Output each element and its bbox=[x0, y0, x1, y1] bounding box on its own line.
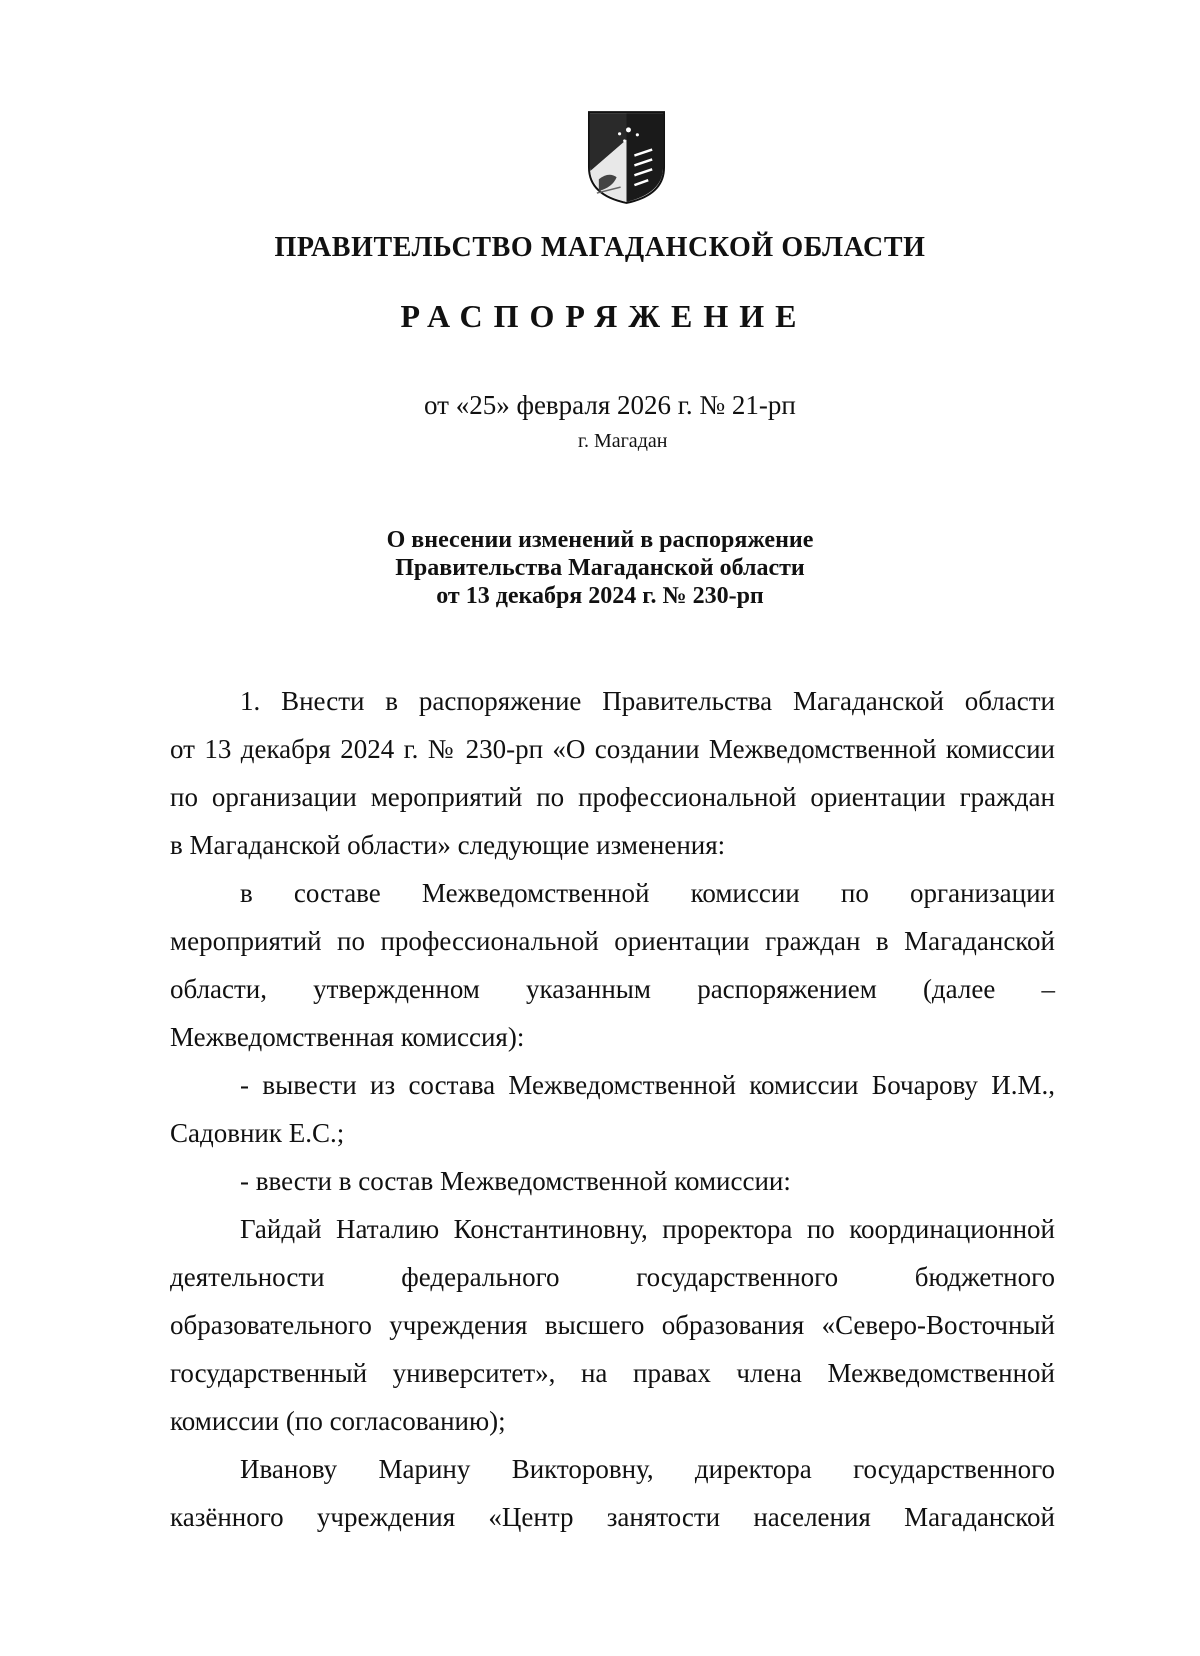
document-body bbox=[170, 677, 1055, 1541]
body-line: по организации мероприятий по профессиональной ориентации граждан bbox=[170, 782, 1055, 812]
body-line: Иванову Марину Викторовну, директора государственного bbox=[240, 1454, 1055, 1484]
body-line: мероприятий по профессиональной ориентации граждан в Магаданской bbox=[170, 926, 1055, 956]
document-type: РАСПОРЯЖЕНИЕ bbox=[400, 298, 808, 334]
document-subject bbox=[0, 526, 1200, 610]
organization-title: ПРАВИТЕЛЬСТВО МАГАДАНСКОЙ ОБЛАСТИ bbox=[274, 232, 926, 263]
body-line: деятельности федерального государственного бюджетного bbox=[170, 1262, 1055, 1292]
body-line: комиссии (по согласованию); bbox=[170, 1406, 506, 1436]
body-line: казённого учреждения «Центр занятости населения Магаданской bbox=[170, 1502, 1055, 1532]
body-line: 1. Внести в распоряжение Правительства Магаданской области bbox=[240, 686, 1055, 716]
subject-line: Правительства Магаданской области bbox=[395, 555, 805, 581]
document-date: от «25» февраля 2026 г. № 21-рп bbox=[424, 390, 796, 420]
body-line: области, утвержденном указанным распоряжением (далее – bbox=[170, 974, 1055, 1004]
body-line: - вывести из состава Межведомственной комиссии Бочарову И.М., bbox=[240, 1070, 1055, 1100]
body-line: в составе Межведомственной комиссии по организации bbox=[240, 878, 1055, 908]
body-line: в Магаданской области» следующие изменения: bbox=[170, 830, 726, 860]
subject-line: О внесении изменений в распоряжение bbox=[386, 527, 814, 553]
body-line: Межведомственная комиссия): bbox=[170, 1022, 525, 1052]
subject-line: от 13 декабря 2024 г. № 230-рп bbox=[436, 583, 764, 609]
body-line: от 13 декабря 2024 г. № 230-рп «О создании Межведомственной комиссии bbox=[170, 734, 1055, 764]
body-line: образовательного учреждения высшего образования «Северо-Восточный bbox=[170, 1310, 1055, 1340]
body-line: Садовник Е.С.; bbox=[170, 1118, 345, 1148]
coat-of-arms-icon bbox=[587, 110, 666, 205]
body-line: государственный университет», на правах члена Межведомственной bbox=[170, 1358, 1055, 1388]
body-line: Гайдай Наталию Константиновну, проректора по координационной bbox=[240, 1214, 1055, 1244]
body-line: - ввести в состав Межведомственной комиссии: bbox=[240, 1166, 791, 1196]
document-city: г. Магадан bbox=[578, 430, 668, 452]
